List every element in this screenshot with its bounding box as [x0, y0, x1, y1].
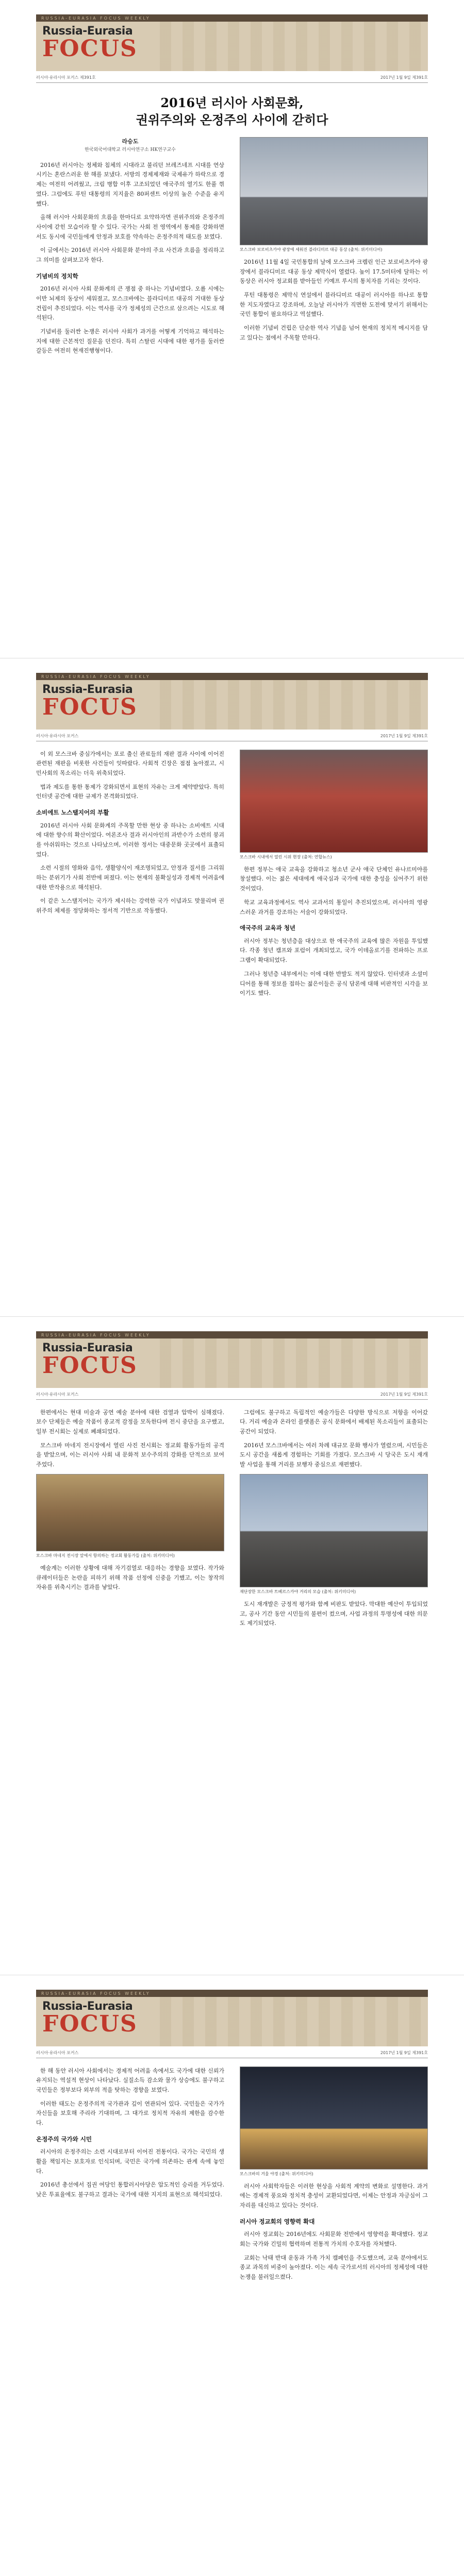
columns — [36, 1408, 428, 1633]
paragraph: 2016년 총선에서 집권 여당인 통합러시아당은 압도적인 승리를 거두었다. 낮은 투표율에도 불구하고 결과는 국가에 대한 지지의 표현으로 해석되었다. — [36, 2181, 224, 2198]
header-banner — [36, 14, 428, 71]
brand-big: FOCUS — [42, 694, 138, 720]
brand-small: Russia-Eurasia — [42, 2000, 133, 2013]
brand-logo — [42, 684, 138, 719]
page-4 — [0, 1975, 464, 2576]
author-block — [36, 137, 224, 155]
meta-left: 러시아·유라시아 포커스 — [36, 1392, 79, 1397]
page-1 — [0, 0, 464, 658]
section-heading: 애국주의 교육과 청년 — [240, 924, 295, 932]
brand-small: Russia-Eurasia — [42, 683, 133, 696]
meta-right: 2017년 1월 9일 제391호 — [380, 734, 428, 738]
author-name: 라승도 — [122, 138, 139, 145]
header-banner — [36, 1990, 428, 2046]
header-stripe — [36, 14, 428, 22]
paragraph: 러시아 사회학자들은 이러한 현상을 사회적 계약의 변화로 설명한다. 과거에는 경제적 풍요와 정치적 충성이 교환되었다면, 이제는 안정과 자긍심이 그 자리를 대신하고 있다는 것이다. — [240, 2182, 428, 2209]
meta-row — [36, 74, 428, 83]
header-banner — [36, 1331, 428, 1388]
header-pattern — [160, 680, 428, 730]
paragraph: 학교 교육과정에서도 역사 교과서의 통일이 추진되었으며, 러시아의 영광스러운 과거를 강조하는 서술이 강화되었다. — [240, 899, 428, 916]
section-heading: 기념비의 정치학 — [36, 272, 78, 280]
paragraph: 러시아의 온정주의는 소련 시대로부터 이어진 전통이다. 국가는 국민의 생활을 책임지는 보호자로 인식되며, 국민은 국가에 의존하는 관계 속에 놓인다. — [36, 2148, 224, 2175]
paragraph: 이러한 기념비 건립은 단순한 역사 기념을 넘어 현재의 정치적 메시지를 담고 있다는 점에서 주목할 만하다. — [240, 325, 428, 341]
paragraph: 그러나 청년층 내부에서는 이에 대한 반발도 적지 않았다. 인터넷과 소셜미디어를 통해 정보를 접하는 젊은이들은 공식 담론에 대해 비판적인 시각을 보이기도 했다. — [240, 970, 428, 997]
paragraph: 이 글에서는 2016년 러시아 사회문화 분야의 주요 사건과 흐름을 정리하고 그 의미를 살펴보고자 한다. — [36, 247, 224, 263]
column-left — [36, 2066, 224, 2286]
paragraph: 2016년 러시아 사회 문화계의 주목할 만한 현상 중 하나는 소비에트 시대에 대한 향수의 확산이었다. 여론조사 결과 러시아인의 과반수가 소련의 붕괴를 아쉬워하는 것으로 나타났으며, 이러한 정서는 대중문화 곳곳에서 표출되었다. — [36, 822, 224, 858]
header-stripe-text: RUSSIA-EURASIA FOCUS WEEKLY — [41, 1333, 151, 1337]
meta-right: 2017년 1월 9일 제391호 — [380, 1392, 428, 1397]
header-pattern — [160, 1997, 428, 2046]
photo-caption: 모스크바 시내에서 열린 시위 현장 (출처: 연합뉴스) — [240, 854, 332, 859]
paragraph: 이러한 태도는 온정주의적 국가관과 깊이 연관되어 있다. 국민들은 국가가 자신들을 보호해 주리라 기대하며, 그 대가로 정치적 자유의 제한을 감수한다. — [36, 2100, 224, 2127]
photo-caption: 재단장한 모스크바 트베르스카야 거리의 모습 (출처: 위키미디어) — [240, 1589, 356, 1594]
page-3 — [0, 1317, 464, 1975]
column-left — [36, 1408, 224, 1633]
meta-row — [36, 2049, 428, 2058]
paragraph: 한편에서는 현대 미술과 공연 예술 분야에 대한 검열과 압박이 심해졌다. 보수 단체들은 예술 작품이 종교적 감정을 모독한다며 전시 중단을 요구했고, 일부 전시회는 실제로 폐쇄되었다. — [36, 1409, 224, 1435]
paragraph: 2016년 11월 4일 국민통합의 날에 모스크바 크렘린 인근 보로비츠카야 광장에서 블라디미르 대공 동상 제막식이 열렸다. 높이 17.5미터에 달하는 이 동상은 러시아 정교회를 받아들인 키예프 루시의 통치자를 기리는 것이다. — [240, 258, 428, 285]
columns — [36, 750, 428, 1003]
header-stripe-text: RUSSIA-EURASIA FOCUS WEEKLY — [41, 1991, 151, 1996]
header-pattern — [160, 22, 428, 71]
page-2 — [0, 658, 464, 1317]
header-stripe — [36, 1990, 428, 1997]
paragraph: 러시아 정부는 청년층을 대상으로 한 애국주의 교육에 많은 자원을 투입했다. 각종 청년 캠프와 포럼이 개최되었고, 국가 이데올로기를 전파하는 프로그램이 확대되었다. — [240, 937, 428, 964]
paragraph: 예술계는 이러한 상황에 대해 자기검열로 대응하는 경향을 보였다. 작가와 큐레이터들은 논란을 피하기 위해 작품 선정에 신중을 기했고, 이는 창작의 자유를 위축시키는 결과를 낳았다. — [36, 1564, 224, 1591]
brand-big: FOCUS — [42, 36, 138, 62]
paragraph: 그럼에도 불구하고 독립적인 예술가들은 다양한 방식으로 저항을 이어갔다. 거리 예술과 온라인 플랫폼은 공식 문화에서 배제된 목소리들이 표출되는 공간이 되었다. — [240, 1409, 428, 1435]
column-right — [240, 750, 428, 1003]
paragraph: 이 같은 노스탤지어는 국가가 제시하는 강력한 국가 이념과도 맞물리며 권위주의 체제를 정당화하는 정서적 기반으로 작동했다. — [36, 897, 224, 914]
photo-night — [240, 2066, 428, 2170]
photo-caption: 모스크바의 겨울 야경 (출처: 위키미디어) — [240, 2171, 313, 2176]
paragraph: 한편 정부는 애국 교육을 강화하고 청소년 군사 애국 단체인 유나르미야를 창설했다. 이는 젊은 세대에게 애국심과 국가에 대한 충성을 심어주기 위한 것이었다. — [240, 866, 428, 892]
meta-right: 2017년 1월 9일 제391호 — [380, 2050, 428, 2055]
paragraph: 소련 시절의 영화와 음악, 생활양식이 재조명되었고, 안정과 질서를 그리워하는 분위기가 사회 전반에 퍼졌다. 이는 현재의 불확실성과 경제적 어려움에 대한 반작용으로 해석된다. — [36, 865, 224, 891]
paragraph: 2016년 러시아 사회 문화계의 큰 쟁점 중 하나는 기념비였다. 오룔 시에는 이반 뇌제의 동상이 세워졌고, 모스크바에는 블라디미르 대공의 거대한 동상 건립이 추진되었다. 이는 역사를 국가 정체성의 근간으로 삼으려는 시도로 해석된다. — [36, 285, 224, 321]
title-block — [36, 94, 428, 129]
paragraph: 도시 재개발은 긍정적 평가와 함께 비판도 받았다. 막대한 예산이 투입되었고, 공사 기간 동안 시민들의 불편이 컸으며, 사업 과정의 투명성에 대한 의문도 제기되었다. — [240, 1600, 428, 1627]
header-stripe — [36, 1331, 428, 1338]
paragraph: 기념비를 둘러싼 논쟁은 러시아 사회가 과거를 어떻게 기억하고 해석하는지에 대한 근본적인 질문을 던진다. 특히 스탈린 시대에 대한 평가를 둘러싼 갈등은 여전히 현재진행형이다. — [36, 328, 224, 354]
meta-row — [36, 733, 428, 741]
brand-logo — [42, 26, 138, 61]
meta-left: 러시아·유라시아 포커스 제391호 — [36, 75, 96, 80]
column-left — [36, 750, 224, 1003]
paragraph: 푸틴 대통령은 제막식 연설에서 블라디미르 대공이 러시아를 하나로 통합한 지도자였다고 강조하며, 오늘날 러시아가 직면한 도전에 맞서기 위해서는 국민 통합이 필요하다고 역설했다. — [240, 292, 428, 318]
columns — [36, 2066, 428, 2286]
paragraph: 법과 제도를 통한 통제가 강화되면서 표현의 자유는 크게 제약받았다. 특히 인터넷 공간에 대한 규제가 본격화되었다. — [36, 783, 224, 800]
brand-logo — [42, 2001, 138, 2036]
section-heading: 온정주의 국가와 시민 — [36, 2135, 92, 2143]
section-heading: 러시아 정교회의 영향력 확대 — [240, 2217, 315, 2225]
brand-small: Russia-Eurasia — [42, 1342, 133, 1354]
photo-exhibition — [36, 1474, 224, 1551]
section-heading: 소비에트 노스탤지어의 부활 — [36, 809, 109, 817]
photo-caption: 모스크바 보로비츠카야 광장에 세워진 블라디미르 대공 동상 (출처: 위키미디어) — [240, 247, 383, 252]
columns — [36, 137, 428, 360]
photo-protest — [240, 750, 428, 853]
author-affiliation: 한국외국어대학교 러시아연구소 HK연구교수 — [85, 147, 176, 153]
paragraph: 한 해 동안 러시아 사회에서는 경제적 어려움 속에서도 국가에 대한 신뢰가 유지되는 역설적 현상이 나타났다. 실질소득 감소와 물가 상승에도 불구하고 국민들은 정부보다 외부의 적을 탓하는 경향을 보였다. — [36, 2067, 224, 2093]
photo-caption: 모스크바 마네지 전시장 앞에서 항의하는 정교회 활동가들 (출처: 위키미디어) — [36, 1553, 175, 1558]
header-pattern — [160, 1338, 428, 1388]
meta-right: 2017년 1월 9일 제391호 — [380, 75, 428, 80]
article-title-line2: 권위주의와 온정주의 사이에 갇히다 — [136, 112, 328, 128]
paragraph: 모스크바 마네지 전시장에서 열린 사진 전시회는 정교회 활동가들의 공격을 받았으며, 이는 러시아 사회 내 문화적 보수주의의 강화를 단적으로 보여주었다. — [36, 1442, 224, 1468]
brand-big: FOCUS — [42, 2011, 138, 2037]
brand-big: FOCUS — [42, 1352, 138, 1379]
photo-street — [240, 1474, 428, 1587]
header-stripe-text: RUSSIA-EURASIA FOCUS WEEKLY — [41, 674, 151, 679]
meta-left: 러시아·유라시아 포커스 — [36, 734, 79, 738]
column-left — [36, 137, 224, 360]
header-banner — [36, 673, 428, 730]
header-stripe — [36, 673, 428, 680]
paragraph: 올해 러시아 사회문화의 흐름을 한마디로 요약하자면 권위주의와 온정주의 사이에 갇힌 모습이라 할 수 있다. 국가는 사회 전 영역에서 통제를 강화하면서도 동시에 국민들에게 안정과 보호를 약속하는 온정주의적 태도를 보였다. — [36, 214, 224, 240]
meta-left: 러시아·유라시아 포커스 — [36, 2050, 79, 2055]
paragraph: 러시아 정교회는 2016년에도 사회문화 전반에서 영향력을 확대했다. 정교회는 국가와 긴밀히 협력하며 전통적 가치의 수호자를 자처했다. — [240, 2231, 428, 2248]
paragraph: 이 외 모스크바 중심가에서는 포로 출신 관료들의 재판 결과 사이에 이어진 관련된 재판을 비롯한 사건들이 잇따랐다. 사회적 긴장은 점점 높아졌고, 시민사회의 목소리는 더욱 위축되었다. — [36, 750, 224, 776]
column-right — [240, 1408, 428, 1633]
paragraph: 2016년 러시아는 정체와 침체의 시대라고 불리던 브레즈네프 시대를 연상시키는 혼란스러운 한 해를 보냈다. 서방의 경제제재와 국제유가 하락으로 경제는 여전히 어려웠고, 크림 병합 이후 고조되었던 애국주의 열기도 한풀 꺾였다. 그럼에도 푸틴 대통령의 지지율은 80퍼센트 이상의 높은 수준을 유지했다. — [36, 161, 224, 207]
brand-logo — [42, 1343, 138, 1378]
header-stripe-text: RUSSIA-EURASIA FOCUS WEEKLY — [41, 16, 151, 21]
photo-monument — [240, 137, 428, 245]
brand-small: Russia-Eurasia — [42, 25, 133, 38]
paragraph: 2016년 모스크바에서는 여러 차례 대규모 문화 행사가 열렸으며, 시민들은 도시 공간을 새롭게 경험하는 기회를 가졌다. 모스크바 시 당국은 도시 재개발 사업을 통해 거리를 보행자 중심으로 재편했다. — [240, 1442, 428, 1468]
article-title-line1: 2016년 러시아 사회문화, — [160, 95, 304, 110]
paragraph: 교회는 낙태 반대 운동과 가족 가치 캠페인을 주도했으며, 교육 분야에서도 종교 과목의 비중이 높아졌다. 이는 세속 국가로서의 러시아의 정체성에 대한 논쟁을 불러일으켰다. — [240, 2254, 428, 2281]
column-right — [240, 2066, 428, 2286]
column-right — [240, 137, 428, 360]
meta-row — [36, 1391, 428, 1400]
